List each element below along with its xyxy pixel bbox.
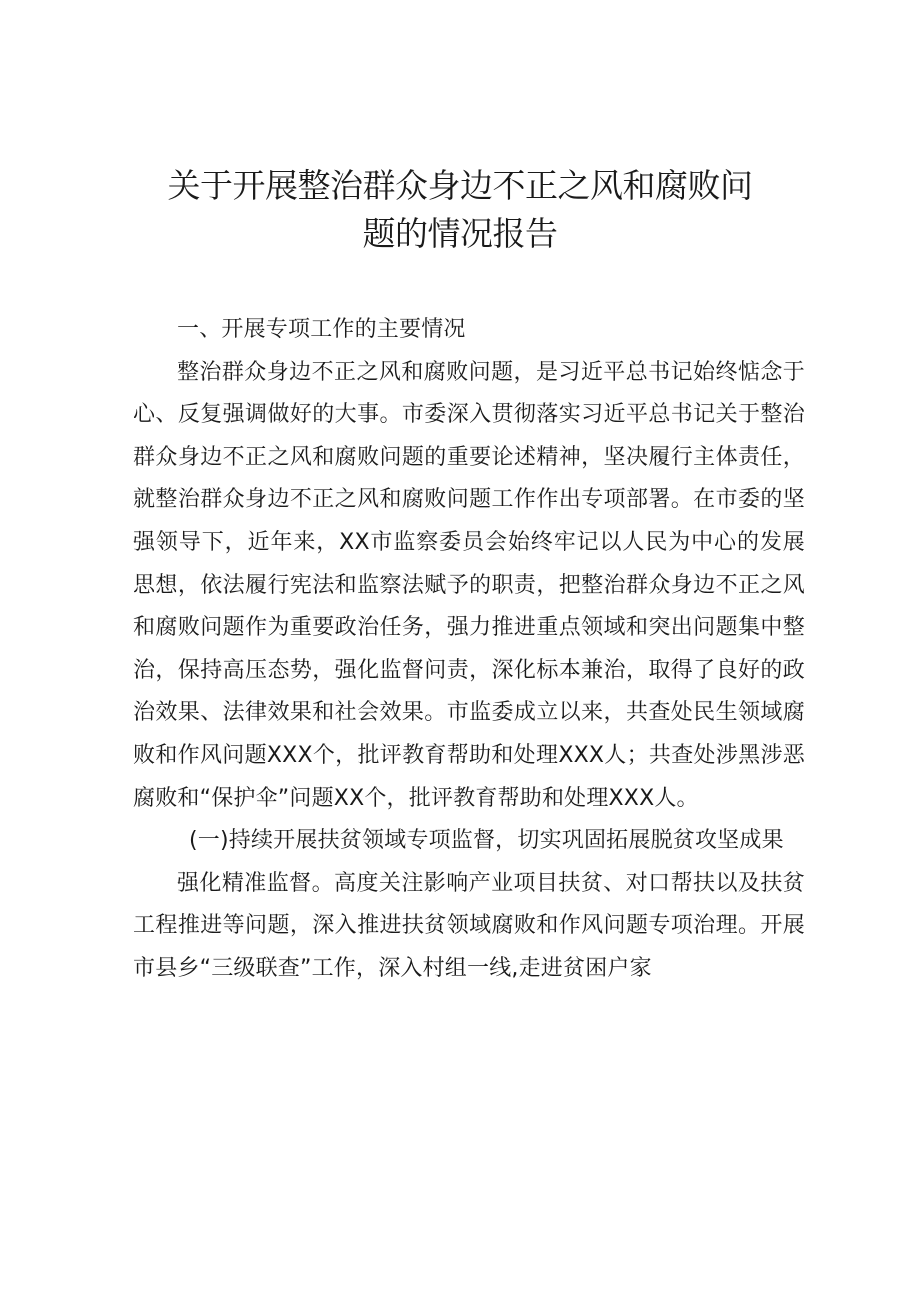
document-title [130, 162, 790, 258]
subsection-heading: (一)持续开展扶贫领域专项监督，切实巩固拓展脱贫攻坚成果 [189, 828, 784, 854]
title-line-2: 题的情况报告 [362, 214, 558, 253]
paragraph: 整治群众身边不正之风和腐败问题，是习近平总书记始终惦念于心、反复强调做好的大事。市委深入贯彻落实习近平总书记关于整治群众身边不正之风和腐败问题的重要论述精神，坚决履行主体责任，就整治群众身边不正之风和腐败问题工作作出专项部署。在市委的坚强领导下，近年来，XX市监察委员会始终牢记以人民为中心的发展思想，依法履行宪法和监察法赋予的职责，把整治群众身边不正之风和腐败问题作为重要政治任务，强力推进重点领域和突出问题集中整治，保持高压态势，强化监督问责，深化标本兼治，取得了良好的政治效果、法律效果和社会效果。市监委成立以来，共查处民生领域腐败和作风问题XXX个，批评教育帮助和处理XXX人；共查处涉黑涉恶腐败和“保护伞”问题XX个，批评教育帮助和处理XXX人。 [133, 359, 805, 811]
section-heading: 一、开展专项工作的主要情况 [177, 317, 466, 342]
document-body [133, 309, 805, 991]
title-line-1: 关于开展整治群众身边不正之风和腐败问 [167, 166, 753, 205]
paragraph: 强化精准监督。高度关注影响产业项目扶贫、对口帮扶以及扶贫工程推进等问题，深入推进扶贫领域腐败和作风问题专项治理。开展市县乡“三级联查”工作，深入村组一线,走进贫困户家 [133, 870, 805, 981]
